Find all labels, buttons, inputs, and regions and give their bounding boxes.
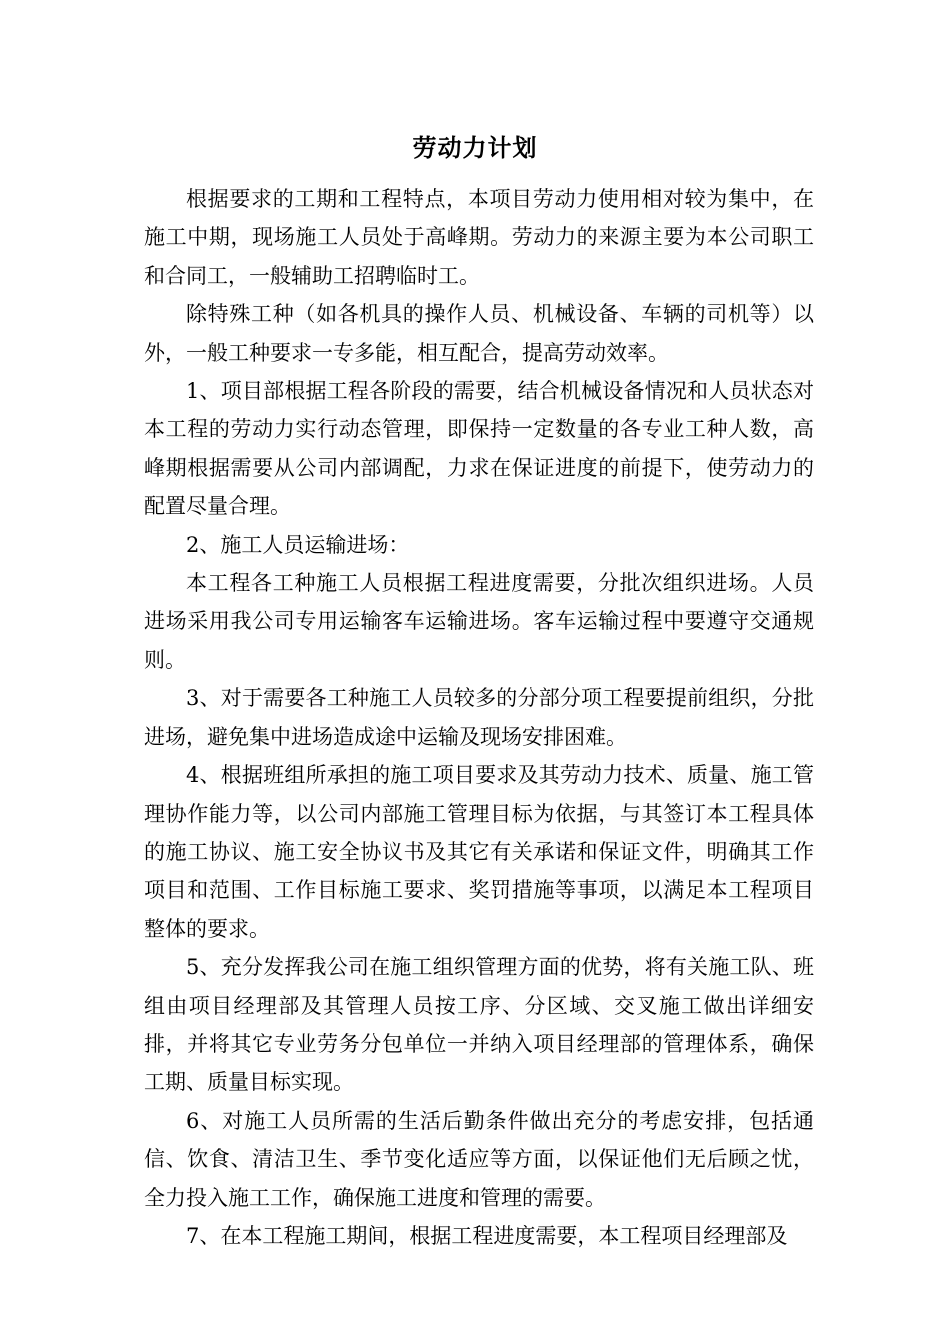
paragraph-item-2-body: 本工程各工种施工人员根据工程进度需要，分批次组织进场。人员进场采用我公司专用运输客车运输进场。客车运输过程中要遵守交通规则。	[144, 571, 814, 672]
paragraph-item-4: 4、根据班组所承担的施工项目要求及其劳动力技术、质量、施工管理协作能力等，以公司内部施工管理目标为依据，与其签订本工程具体的施工协议、施工安全协议书及其它有关承诺和保证文件，明确其工作项目和范围、工作目标施工要求、奖罚措施等事项，以满足本工程项目整体的要求。	[144, 763, 814, 941]
paragraph-intro: 根据要求的工期和工程特点，本项目劳动力使用相对较为集中，在施工中期，现场施工人员处于高峰期。劳动力的来源主要为本公司职工和合同工，一般辅助工招聘临时工。	[144, 187, 814, 288]
paragraph-item-6: 6、对施工人员所需的生活后勤条件做出充分的考虑安排，包括通信、饮食、清洁卫生、季节变化适应等方面，以保证他们无后顾之忧，全力投入施工工作，确保施工进度和管理的需要。	[144, 1108, 814, 1210]
paragraph-item-5: 5、充分发挥我公司在施工组织管理方面的优势，将有关施工队、班组由项目经理部及其管理人员按工序、分区域、交叉施工做出详细安排，并将其它专业劳务分包单位一并纳入项目经理部的管理体系，确保工期、质量目标实现。	[144, 955, 814, 1095]
document-title: 劳动力计划	[412, 134, 538, 162]
paragraph-item-3: 3、对于需要各工种施工人员较多的分部分项工程要提前组织，分批进场，避免集中进场造成途中运输及现场安排困难。	[144, 686, 814, 749]
paragraph-item-2-heading: 2、施工人员运输进场：	[186, 532, 410, 557]
paragraph-item-7: 7、在本工程施工期间，根据工程进度需要，本工程项目经理部及	[186, 1223, 788, 1248]
paragraph-special-trades: 除特殊工种（如各机具的操作人员、机械设备、车辆的司机等）以外，一般工种要求一专多能，相互配合，提高劳动效率。	[144, 302, 814, 365]
document-body	[144, 180, 814, 1255]
paragraph-item-1: 1、项目部根据工程各阶段的需要，结合机械设备情况和人员状态对本工程的劳动力实行动态管理，即保持一定数量的各专业工种人数，高峰期根据需要从公司内部调配，力求在保证进度的前提下，使劳动力的配置尽量合理。	[144, 379, 814, 519]
